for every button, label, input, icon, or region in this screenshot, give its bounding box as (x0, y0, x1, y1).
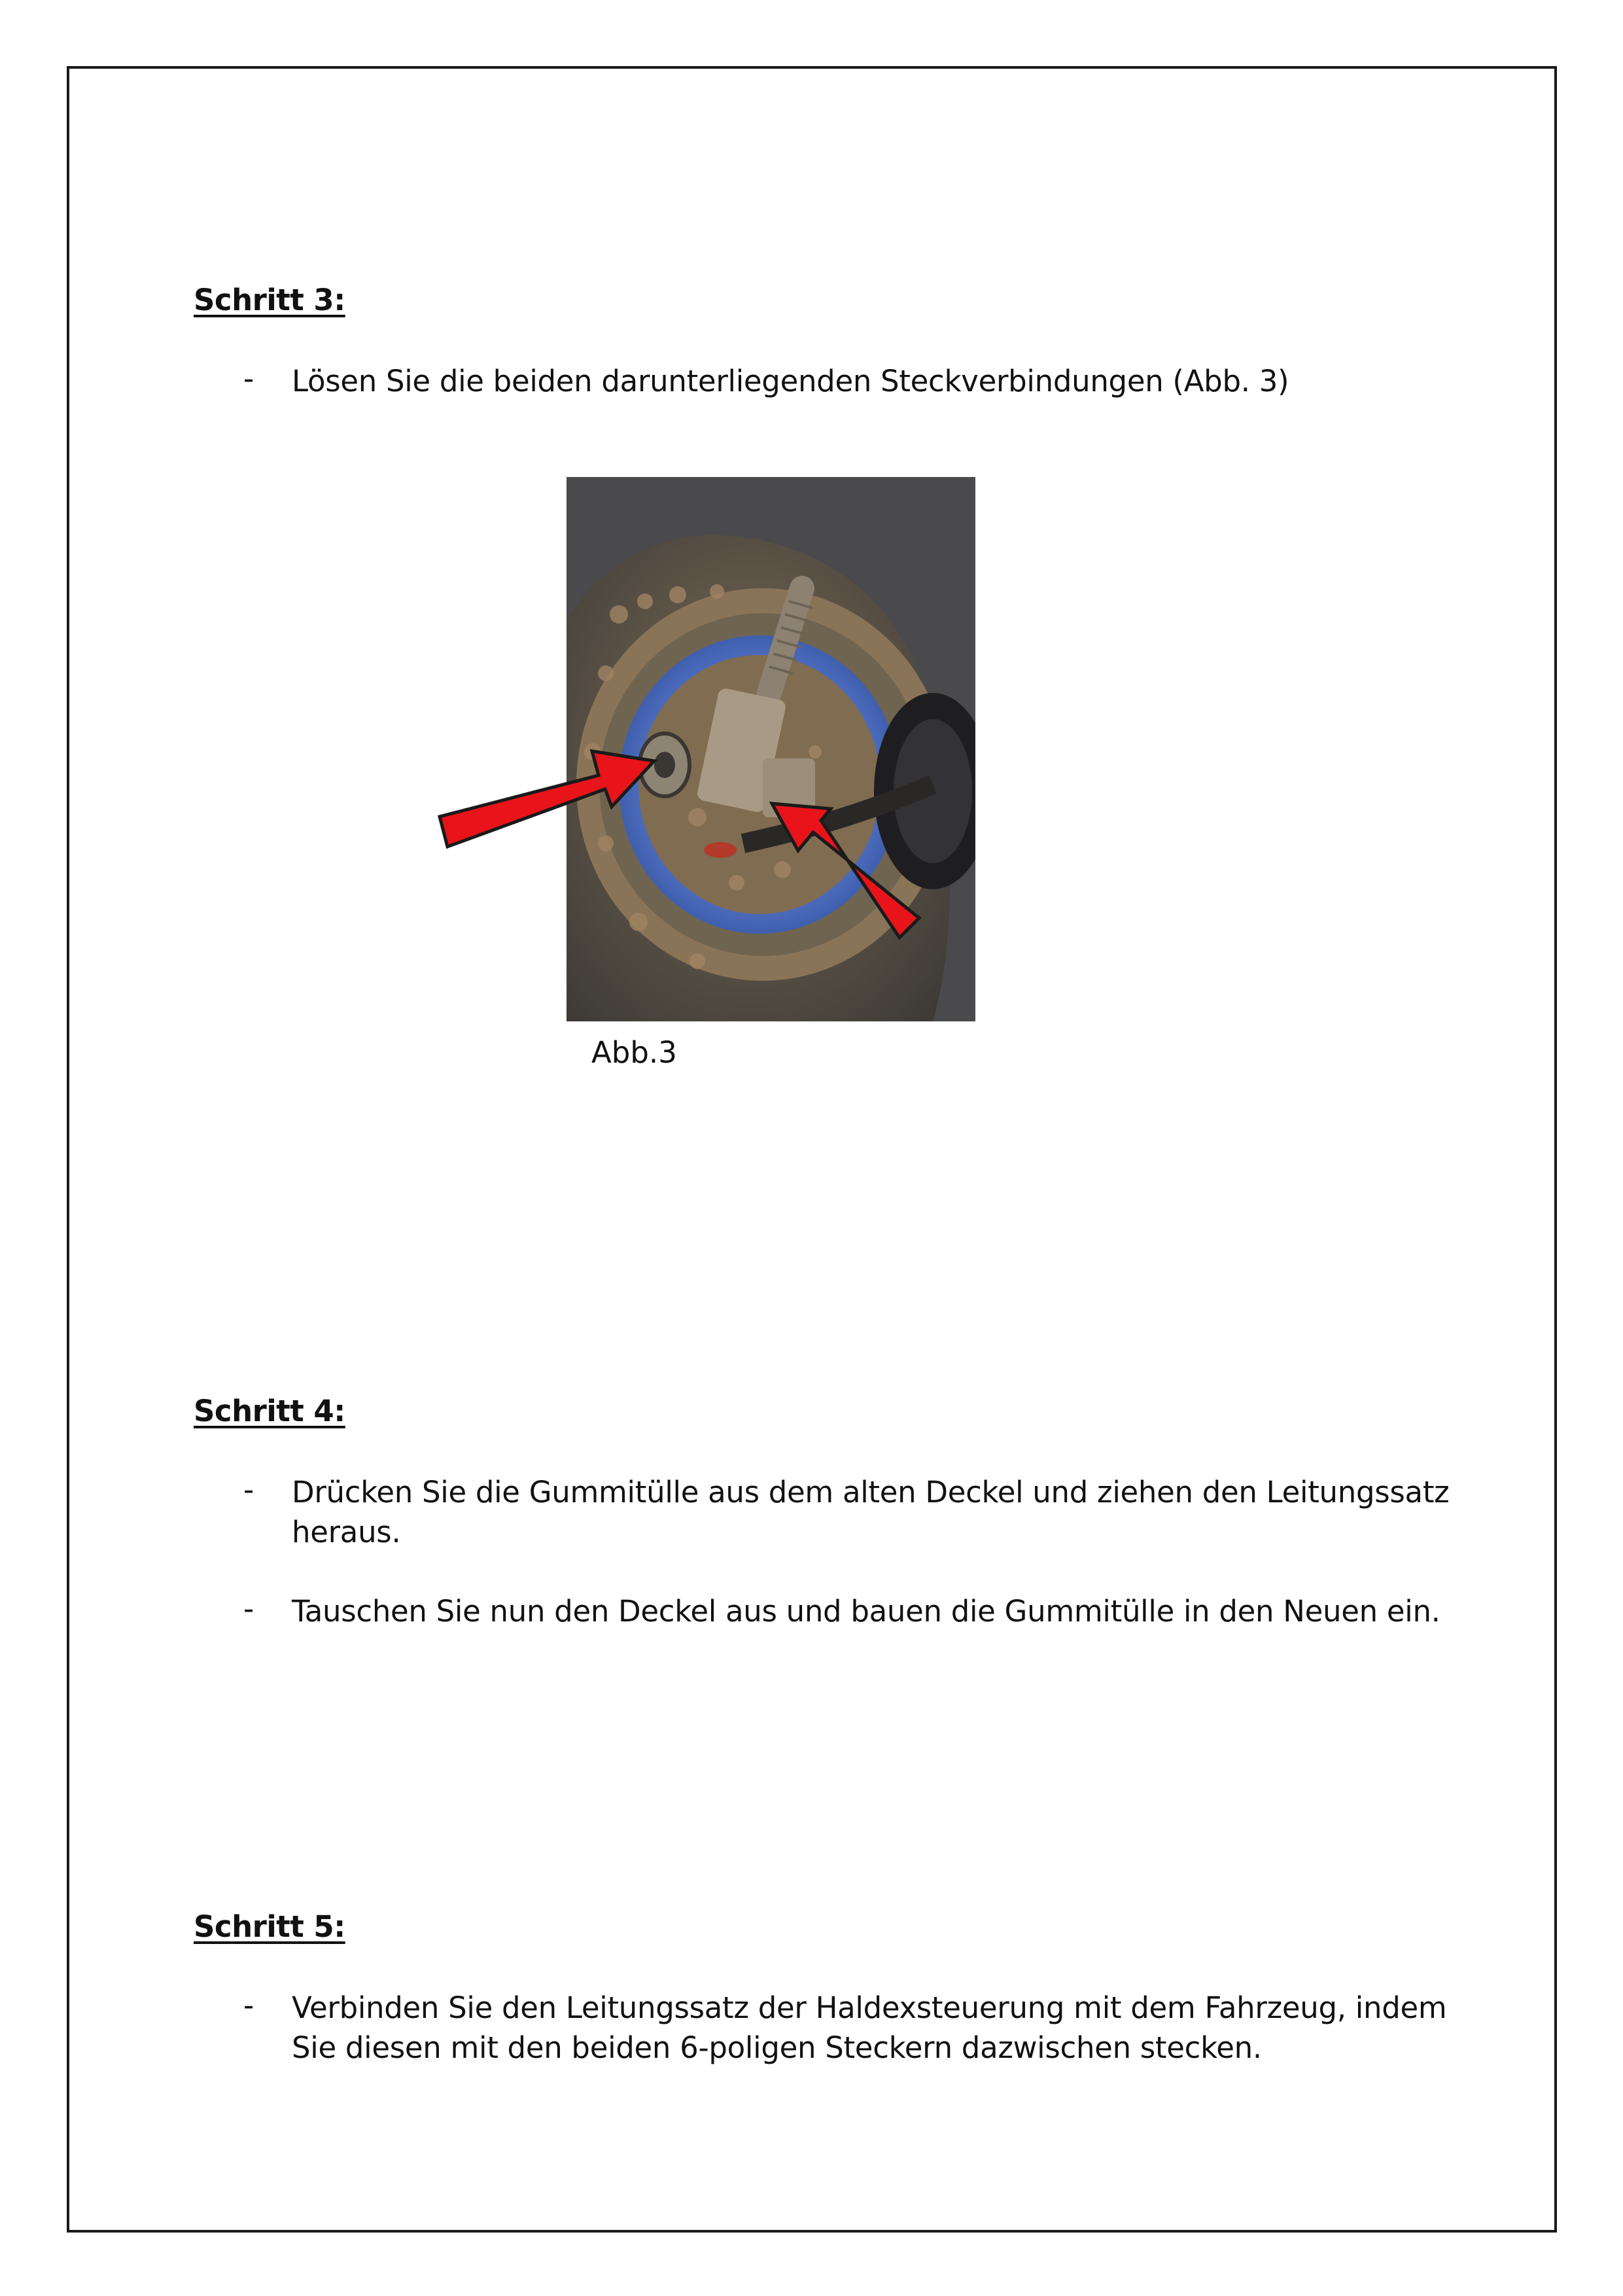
step-5-heading: Schritt 5: (194, 1909, 345, 1944)
figure-caption: Abb.3 (591, 1035, 677, 1070)
bullet-dash: - (243, 1472, 254, 1507)
step-3-heading: Schritt 3: (194, 283, 345, 317)
step-4-instruction-2: Tauschen Sie nun den Deckel aus und bauen die Gummitülle in den Neuen ein. (292, 1594, 1440, 1629)
step-3-instruction: Lösen Sie die beiden darunterliegenden Steckverbindungen (Abb. 3) (292, 364, 1289, 398)
bullet-dash: - (243, 1988, 254, 2022)
step-4-heading: Schritt 4: (194, 1394, 345, 1428)
step-5-instruction: Verbinden Sie den Leitungssatz der Haldexsteuerung mit dem Fahrzeug, indem Sie diesen mit den beiden 6-poligen Steckern dazwischen stecken. (292, 1990, 1447, 2065)
bullet-dash: - (243, 361, 254, 396)
bullet-dash: - (243, 1591, 254, 1626)
connector-photo (567, 477, 975, 1021)
step-4-instruction-1: Drücken Sie die Gummitülle aus dem alten Deckel und ziehen den Leitungssatz heraus. (292, 1475, 1450, 1549)
